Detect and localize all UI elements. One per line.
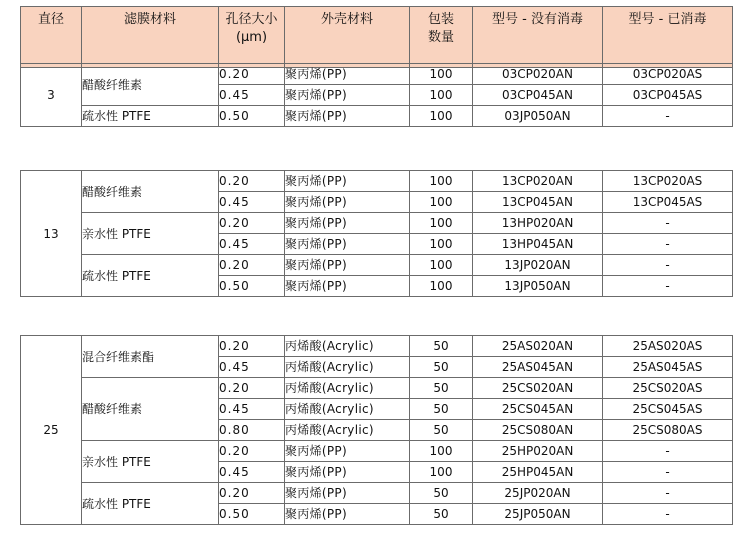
cell-pack-qty: 50 bbox=[410, 357, 473, 378]
cell-membrane: 醋酸纤维素 bbox=[82, 171, 219, 213]
cell-model-sterile: 25AS045AS bbox=[603, 357, 733, 378]
cell-shell-material: 聚丙烯(PP) bbox=[285, 192, 410, 213]
cell-model-sterile: 13CP020AS bbox=[603, 171, 733, 192]
cell-pore-size: 0.20 bbox=[219, 64, 285, 85]
cell-model-sterile: - bbox=[603, 213, 733, 234]
table-header bbox=[20, 6, 733, 68]
cell-diameter: 25 bbox=[21, 336, 82, 525]
header-row bbox=[21, 7, 733, 68]
cell-pore-size: 0.20 bbox=[219, 483, 285, 504]
table-row bbox=[21, 106, 733, 127]
cell-pack-qty: 50 bbox=[410, 378, 473, 399]
cell-pore-size: 0.45 bbox=[219, 462, 285, 483]
cell-shell-material: 聚丙烯(PP) bbox=[285, 504, 410, 525]
cell-membrane: 醋酸纤维素 bbox=[82, 64, 219, 106]
cell-pore-size: 0.45 bbox=[219, 399, 285, 420]
cell-shell-material: 聚丙烯(PP) bbox=[285, 64, 410, 85]
cell-model-nonsterile: 03JP050AN bbox=[473, 106, 603, 127]
cell-model-sterile: 25AS020AS bbox=[603, 336, 733, 357]
cell-pore-size: 0.45 bbox=[219, 357, 285, 378]
cell-pack-qty: 50 bbox=[410, 399, 473, 420]
cell-shell-material: 聚丙烯(PP) bbox=[285, 441, 410, 462]
header-diameter: 直径 bbox=[21, 7, 82, 68]
header-membrane: 滤膜材料 bbox=[82, 7, 219, 68]
cell-model-sterile: 25CS045AS bbox=[603, 399, 733, 420]
cell-membrane: 亲水性 PTFE bbox=[82, 213, 219, 255]
cell-pore-size: 0.45 bbox=[219, 85, 285, 106]
cell-model-nonsterile: 25JP020AN bbox=[473, 483, 603, 504]
cell-model-sterile: - bbox=[603, 504, 733, 525]
cell-pack-qty: 50 bbox=[410, 336, 473, 357]
cell-model-sterile: - bbox=[603, 441, 733, 462]
cell-shell-material: 聚丙烯(PP) bbox=[285, 85, 410, 106]
cell-pore-size: 0.45 bbox=[219, 192, 285, 213]
cell-pack-qty: 50 bbox=[410, 504, 473, 525]
cell-pore-size: 0.20 bbox=[219, 171, 285, 192]
cell-model-nonsterile: 13CP045AN bbox=[473, 192, 603, 213]
cell-model-nonsterile: 13CP020AN bbox=[473, 171, 603, 192]
cell-model-nonsterile: 03CP020AN bbox=[473, 64, 603, 85]
cell-model-nonsterile: 25HP045AN bbox=[473, 462, 603, 483]
cell-shell-material: 聚丙烯(PP) bbox=[285, 276, 410, 297]
cell-pore-size: 0.50 bbox=[219, 504, 285, 525]
cell-pack-qty: 100 bbox=[410, 192, 473, 213]
spec-table-group bbox=[20, 63, 733, 127]
cell-model-nonsterile: 25CS045AN bbox=[473, 399, 603, 420]
cell-model-nonsterile: 25CS020AN bbox=[473, 378, 603, 399]
cell-pack-qty: 100 bbox=[410, 64, 473, 85]
cell-model-nonsterile: 03CP045AN bbox=[473, 85, 603, 106]
cell-pack-qty: 100 bbox=[410, 213, 473, 234]
cell-pack-qty: 50 bbox=[410, 483, 473, 504]
cell-pore-size: 0.20 bbox=[219, 336, 285, 357]
cell-model-nonsterile: 25HP020AN bbox=[473, 441, 603, 462]
cell-pack-qty: 100 bbox=[410, 255, 473, 276]
cell-membrane: 亲水性 PTFE bbox=[82, 441, 219, 483]
header-model-sterile: 型号 - 已消毒 bbox=[603, 7, 733, 68]
cell-pore-size: 0.20 bbox=[219, 441, 285, 462]
table-row bbox=[21, 64, 733, 85]
cell-diameter: 3 bbox=[21, 64, 82, 127]
cell-model-nonsterile: 25JP050AN bbox=[473, 504, 603, 525]
cell-pore-size: 0.20 bbox=[219, 378, 285, 399]
cell-model-sterile: 03CP020AS bbox=[603, 64, 733, 85]
spec-table-group bbox=[20, 170, 733, 297]
cell-model-sterile: 25CS020AS bbox=[603, 378, 733, 399]
cell-shell-material: 聚丙烯(PP) bbox=[285, 213, 410, 234]
cell-diameter: 13 bbox=[21, 171, 82, 297]
header-pack-line2: 数量 bbox=[427, 30, 454, 45]
table-row bbox=[21, 483, 733, 504]
table-row bbox=[21, 378, 733, 399]
spec-table-group bbox=[20, 335, 733, 525]
cell-model-sterile: - bbox=[603, 106, 733, 127]
cell-model-sterile: - bbox=[603, 462, 733, 483]
cell-pack-qty: 100 bbox=[410, 234, 473, 255]
cell-pore-size: 0.50 bbox=[219, 106, 285, 127]
cell-model-nonsterile: 25AS045AN bbox=[473, 357, 603, 378]
cell-model-sterile: 13CP045AS bbox=[603, 192, 733, 213]
cell-shell-material: 聚丙烯(PP) bbox=[285, 255, 410, 276]
cell-membrane: 疏水性 PTFE bbox=[82, 483, 219, 525]
header-pore-line1: 孔径大小 bbox=[225, 12, 278, 27]
header-model-nonsterile: 型号 - 没有消毒 bbox=[473, 7, 603, 68]
cell-membrane: 混合纤维素酯 bbox=[82, 336, 219, 378]
cell-pack-qty: 100 bbox=[410, 441, 473, 462]
cell-shell-material: 丙烯酸(Acrylic) bbox=[285, 357, 410, 378]
header-shell: 外壳材料 bbox=[285, 7, 410, 68]
cell-model-sterile: 25CS080AS bbox=[603, 420, 733, 441]
cell-model-nonsterile: 13JP020AN bbox=[473, 255, 603, 276]
cell-membrane: 疏水性 PTFE bbox=[82, 255, 219, 297]
cell-pore-size: 0.20 bbox=[219, 213, 285, 234]
cell-model-nonsterile: 13HP020AN bbox=[473, 213, 603, 234]
cell-model-sterile: - bbox=[603, 483, 733, 504]
table-row bbox=[21, 441, 733, 462]
cell-model-sterile: - bbox=[603, 276, 733, 297]
table-row bbox=[21, 213, 733, 234]
cell-pack-qty: 100 bbox=[410, 106, 473, 127]
header-pack bbox=[410, 7, 473, 68]
cell-model-nonsterile: 13HP045AN bbox=[473, 234, 603, 255]
cell-model-sterile: - bbox=[603, 255, 733, 276]
cell-membrane: 疏水性 PTFE bbox=[82, 106, 219, 127]
header-pack-line1: 包装 bbox=[427, 12, 454, 27]
cell-model-nonsterile: 13JP050AN bbox=[473, 276, 603, 297]
cell-pore-size: 0.80 bbox=[219, 420, 285, 441]
table-row bbox=[21, 336, 733, 357]
header-pore-size bbox=[219, 7, 285, 68]
cell-shell-material: 聚丙烯(PP) bbox=[285, 483, 410, 504]
table-row bbox=[21, 255, 733, 276]
cell-shell-material: 丙烯酸(Acrylic) bbox=[285, 336, 410, 357]
cell-model-sterile: 03CP045AS bbox=[603, 85, 733, 106]
cell-pack-qty: 100 bbox=[410, 85, 473, 106]
cell-pack-qty: 50 bbox=[410, 420, 473, 441]
cell-shell-material: 丙烯酸(Acrylic) bbox=[285, 420, 410, 441]
cell-shell-material: 聚丙烯(PP) bbox=[285, 462, 410, 483]
cell-model-nonsterile: 25AS020AN bbox=[473, 336, 603, 357]
cell-shell-material: 丙烯酸(Acrylic) bbox=[285, 399, 410, 420]
cell-shell-material: 聚丙烯(PP) bbox=[285, 171, 410, 192]
cell-pore-size: 0.20 bbox=[219, 255, 285, 276]
cell-pack-qty: 100 bbox=[410, 276, 473, 297]
cell-shell-material: 丙烯酸(Acrylic) bbox=[285, 378, 410, 399]
cell-pack-qty: 100 bbox=[410, 462, 473, 483]
cell-shell-material: 聚丙烯(PP) bbox=[285, 106, 410, 127]
cell-pore-size: 0.50 bbox=[219, 276, 285, 297]
cell-model-nonsterile: 25CS080AN bbox=[473, 420, 603, 441]
cell-shell-material: 聚丙烯(PP) bbox=[285, 234, 410, 255]
table-row bbox=[21, 171, 733, 192]
header-pore-line2: (µm) bbox=[235, 30, 268, 45]
cell-model-sterile: - bbox=[603, 234, 733, 255]
cell-pack-qty: 100 bbox=[410, 171, 473, 192]
cell-pore-size: 0.45 bbox=[219, 234, 285, 255]
cell-membrane: 醋酸纤维素 bbox=[82, 378, 219, 441]
